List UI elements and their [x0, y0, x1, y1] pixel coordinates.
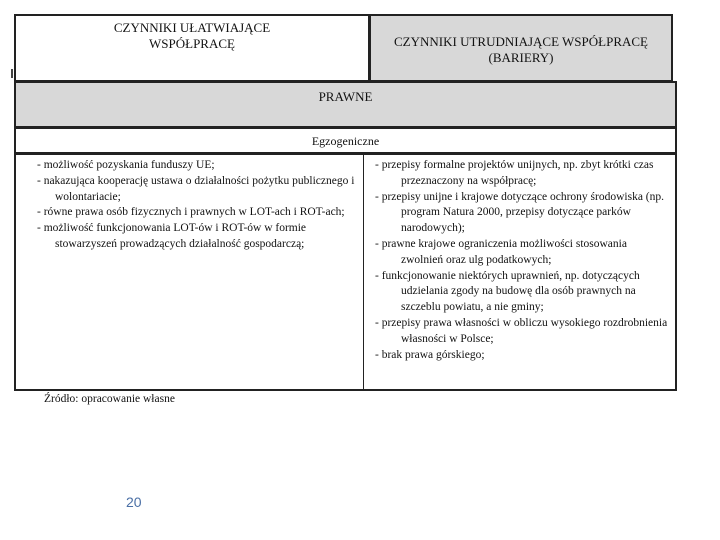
subsection-title: Egzogeniczne	[311, 134, 380, 148]
list-item: - funkcjonowanie niektórych uprawnień, np. dotyczących udzielania zgody na budowę dla osób prawnych na szczeblu powiatu, a nie gminy;	[375, 269, 640, 314]
barriers-list	[369, 158, 669, 363]
source-note: Źródło: opracowanie własne	[44, 393, 175, 405]
edge-mark	[11, 69, 13, 78]
list-item: - równe prawa osób fizycznych i prawnych w LOT-ach i ROT-ach;	[37, 206, 345, 219]
facilitating-list	[22, 158, 355, 253]
list-item: - możliwość pozyskania funduszy UE;	[37, 159, 215, 171]
list-item: - brak prawa górskiego;	[375, 348, 485, 361]
header-barriers-title: CZYNNIKI UTRUDNIAJĄCE WSPÓŁPRACĘ (BARIERY)	[394, 34, 648, 65]
subsection-band	[14, 127, 677, 154]
section-band	[14, 81, 677, 128]
barriers-list-cell	[363, 153, 677, 391]
header-facilitating-title: CZYNNIKI UŁATWIAJĄCE WSPÓŁPRACĘ	[113, 20, 271, 51]
header-facilitating-cell	[14, 14, 370, 82]
list-item: - przepisy formalne projektów unijnych, np. zbyt krótki czas przeznaczony na współpracę;	[375, 159, 654, 187]
list-item: - możliwość funkcjonowania LOT-ów i ROT-ów w formie stowarzyszeń prowadzących działalność gospodarczą;	[37, 222, 307, 250]
list-item: - przepisy unijne i krajowe dotyczące ochrony środowiska (np. program Natura 2000, przepisy dotyczące parków narodowych);	[375, 190, 665, 235]
facilitating-list-cell	[14, 153, 364, 391]
list-item: - prawne krajowe ograniczenia możliwości stosowania zwolnień oraz ulg podatkowych;	[375, 237, 627, 266]
list-item: - nakazująca kooperację ustawa o działalności pożytku publicznego i wolontariacie;	[37, 174, 355, 203]
section-title: PRAWNE	[318, 89, 373, 104]
page-number: 20	[126, 494, 142, 510]
list-item: - przepisy prawa własności w obliczu wysokiego rozdrobnienia własności w Polsce;	[375, 316, 668, 345]
header-barriers-cell	[369, 14, 673, 82]
